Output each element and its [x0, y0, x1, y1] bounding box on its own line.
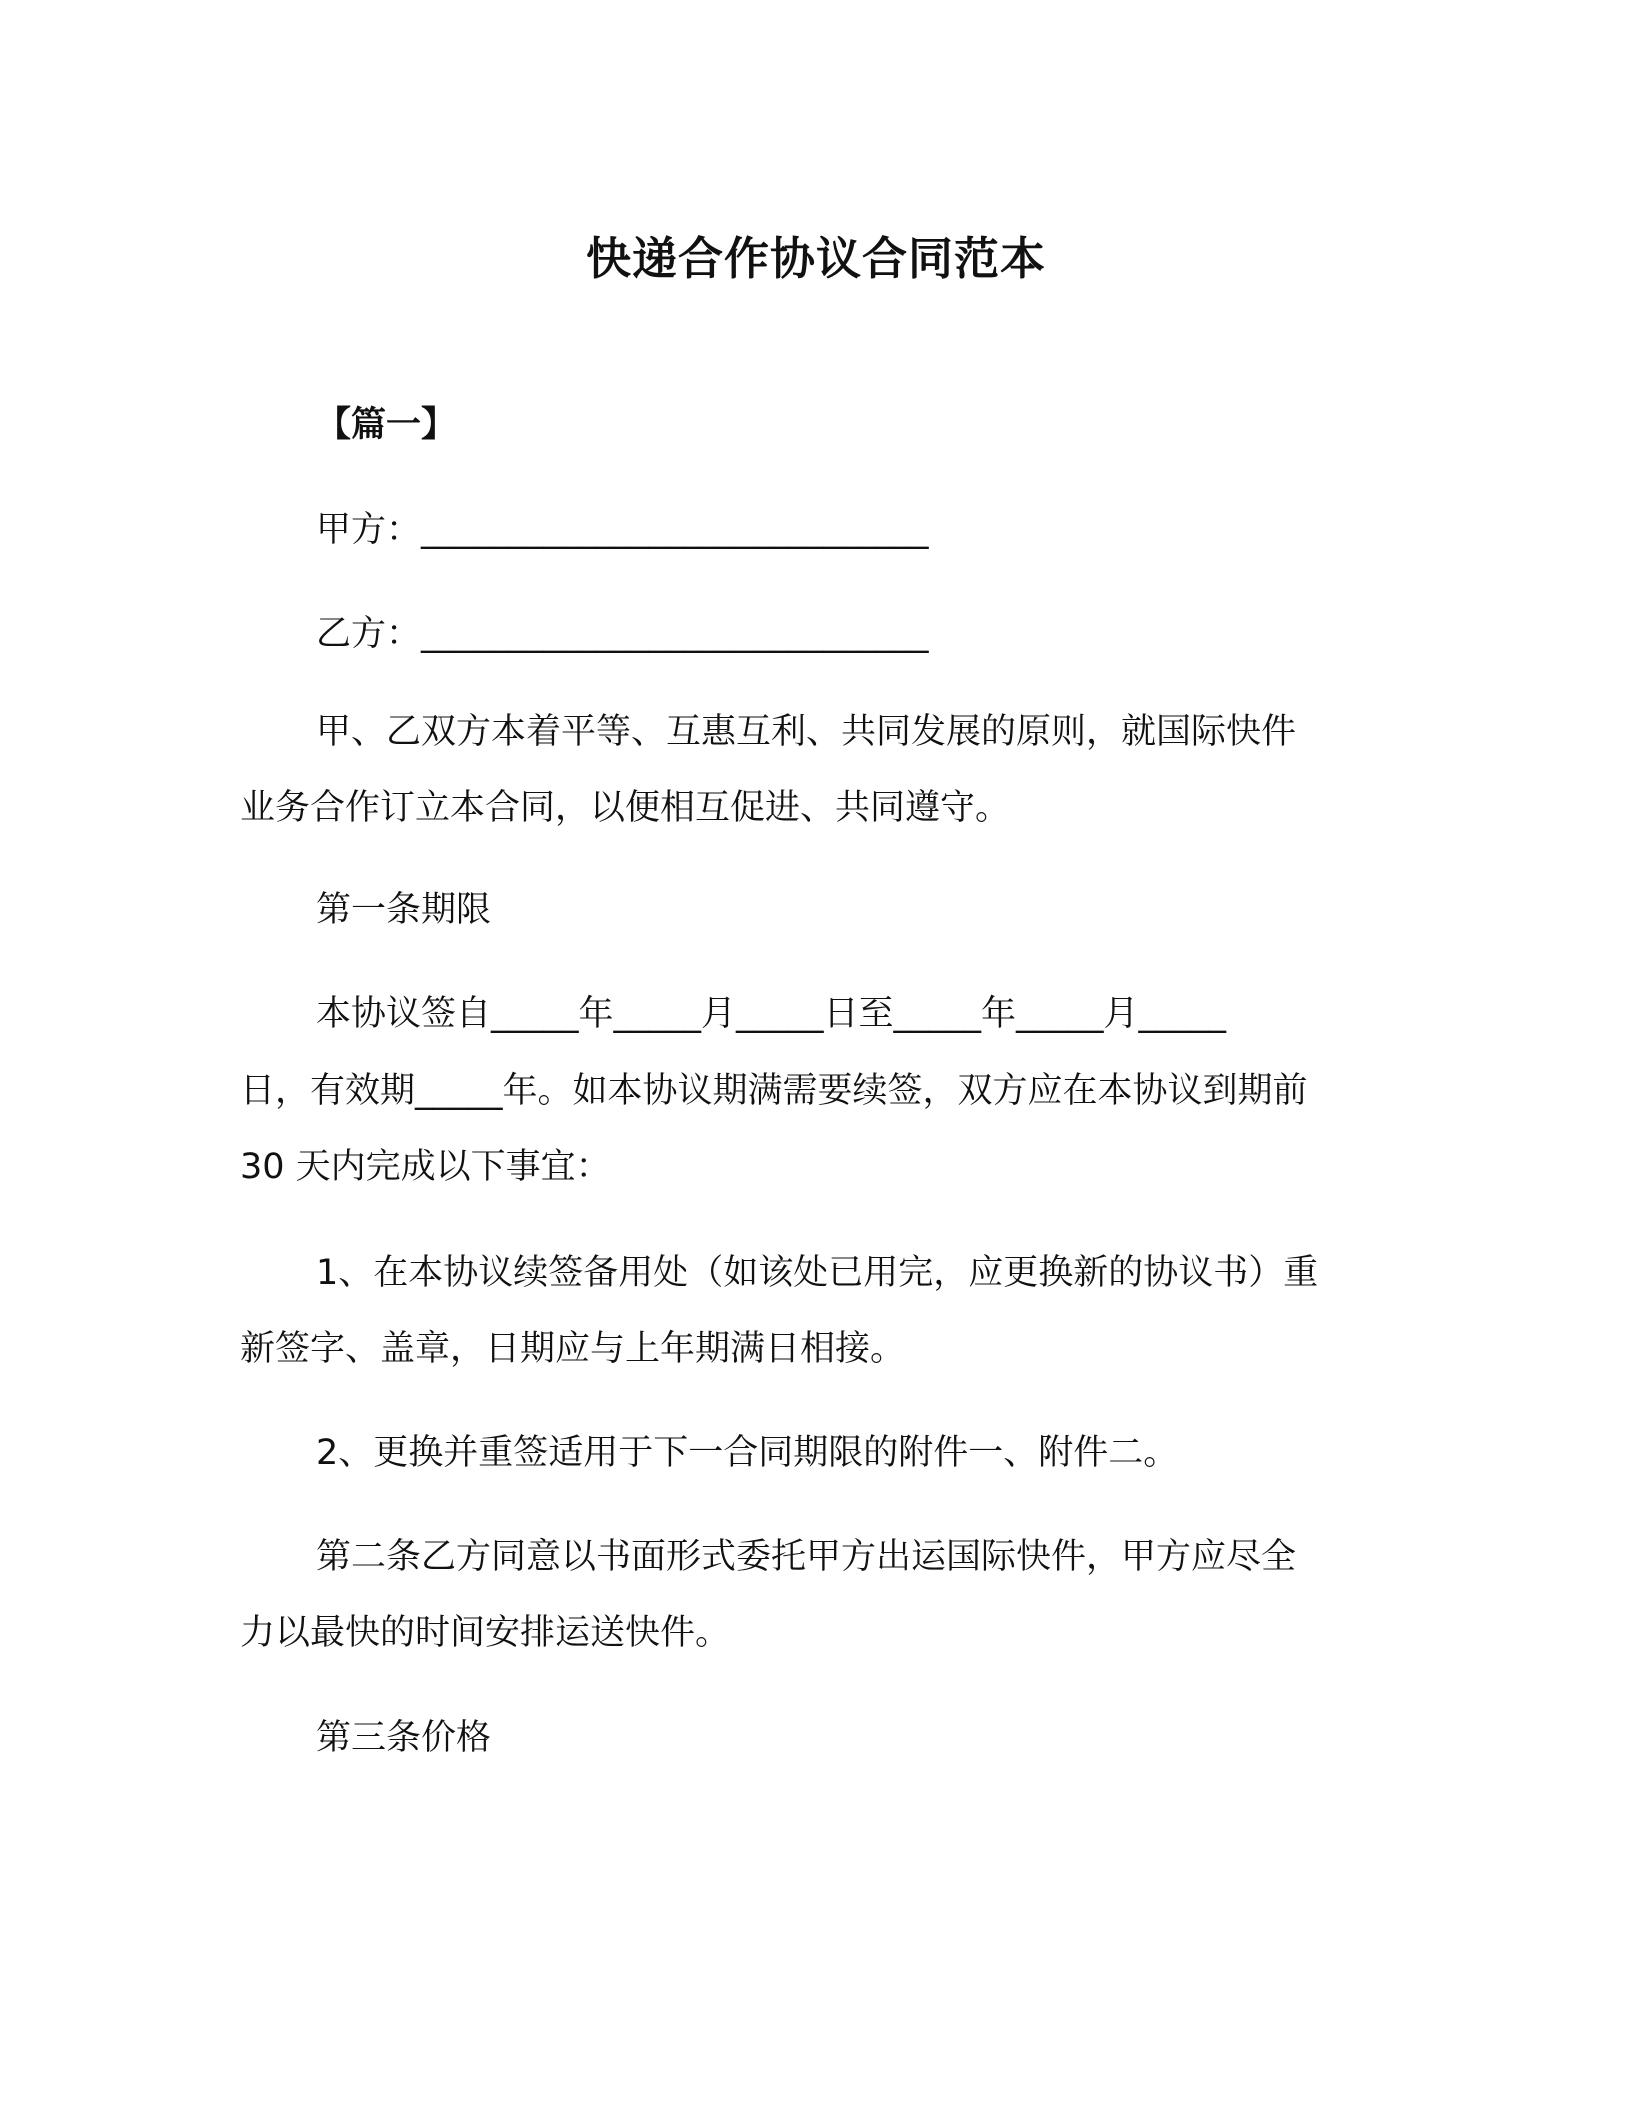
article-2-line-2: 力以最快的时间安排运送快件。: [240, 1613, 731, 1653]
party-b-line: 乙方：_____________________________: [316, 614, 929, 654]
article-1-item-1-line-1: 1、在本协议续签备用处（如该处已用完，应更换新的协议书）重: [316, 1253, 1319, 1293]
party-a-line: 甲方：_____________________________: [316, 510, 929, 550]
intro-paragraph-line-2: 业务合作订立本合同，以便相互促进、共同遵守。: [240, 788, 1011, 828]
article-1-item-2: 2、更换并重签适用于下一合同期限的附件一、附件二。: [316, 1433, 1179, 1473]
intro-paragraph-line-1: 甲、乙双方本着平等、互惠互利、共同发展的原则，就国际快件: [316, 712, 1297, 752]
article-1-paragraph-line-3: 30 天内完成以下事宜：: [240, 1147, 611, 1187]
section-label: 【篇一】: [316, 405, 457, 445]
article-1-item-1-line-2: 新签字、盖章，日期应与上年期满日相接。: [240, 1329, 906, 1369]
article-1-heading: 第一条期限: [316, 890, 492, 930]
document-title: 快递合作协议合同范本: [585, 232, 1046, 285]
article-3-heading: 第三条价格: [316, 1718, 492, 1758]
article-1-paragraph-line-2: 日，有效期_____年。如本协议期满需要续签，双方应在本协议到期前: [240, 1071, 1308, 1111]
article-1-paragraph-line-1: 本协议签自_____年_____月_____日至_____年_____月_____: [316, 994, 1227, 1034]
article-2-line-1: 第二条乙方同意以书面形式委托甲方出运国际快件，甲方应尽全: [316, 1537, 1297, 1577]
